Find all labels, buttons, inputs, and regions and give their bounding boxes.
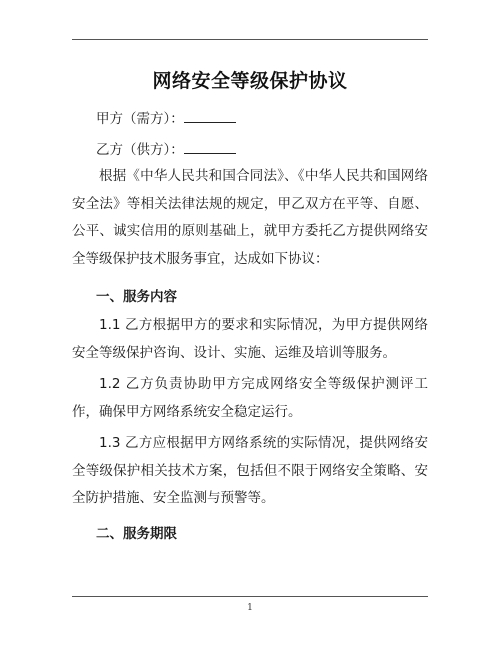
clause-1-2: 1.2 乙方负责协助甲方完成网络安全等级保护测评工作，确保甲方网络系统安全稳定运行。 <box>72 376 428 420</box>
party-b-blank <box>184 139 236 154</box>
party-a-label: 甲方（需方）： <box>96 111 184 127</box>
party-a-blank <box>184 108 236 123</box>
document-title: 网络安全等级保护协议 <box>152 70 348 92</box>
section-1-heading: 一、服务内容 <box>96 289 177 305</box>
page-number: 1 <box>247 603 253 613</box>
header-rule <box>72 39 428 40</box>
party-b-field <box>96 139 236 160</box>
clause-1-1: 1.1 乙方根据甲方的要求和实际情况，为甲方提供网络安全等级保护咨询、设计、实施、运维及培训等服务。 <box>72 317 428 361</box>
intro-paragraph: 根据《中华人民共和国合同法》、《中华人民共和国网络安全法》等相关法律法规的规定，甲乙双方在平等、自愿、公平、诚实信用的原则基础上，就甲方委托乙方提供网络安全等级保护技术服务事宜，达成如下协议： <box>72 168 428 267</box>
party-b-label: 乙方（供方）： <box>96 142 184 158</box>
footer-rule <box>72 596 428 597</box>
party-a-field <box>96 108 236 129</box>
clause-1-3: 1.3 乙方应根据甲方网络系统的实际情况，提供网络安全等级保护相关技术方案，包括但不限于网络安全策略、安全防护措施、安全监测与预警等。 <box>72 435 428 506</box>
section-2-heading: 二、服务期限 <box>96 526 177 542</box>
